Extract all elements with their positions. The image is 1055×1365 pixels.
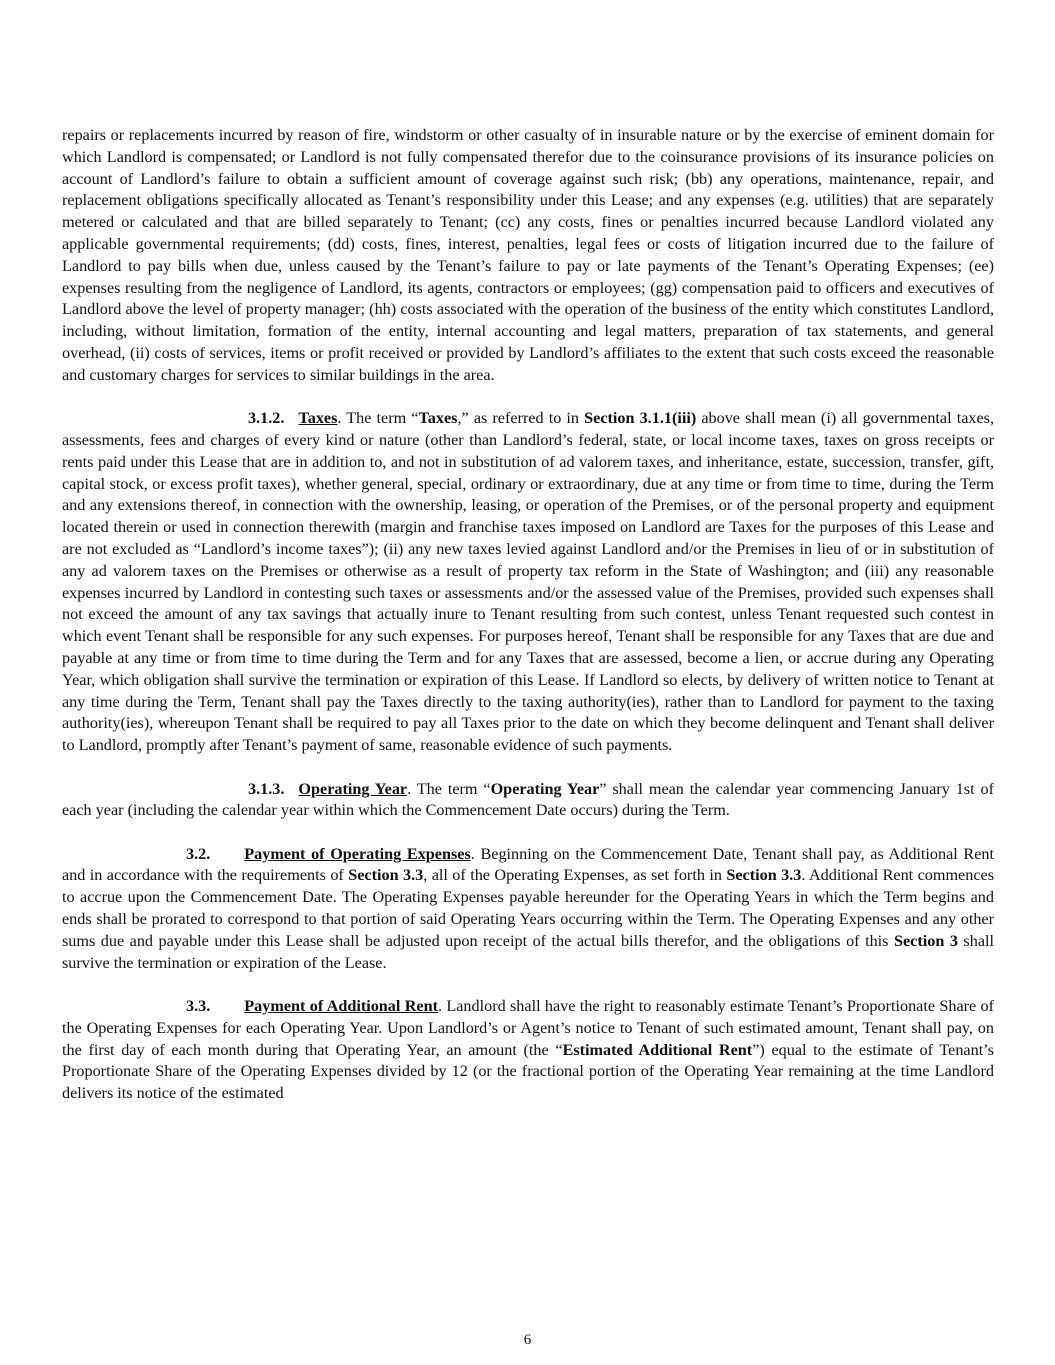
section-heading: Operating Year bbox=[298, 779, 408, 798]
body-text: . Beginning on the Commencement Date, Tenant shall pay, as Additional Rent and in accordance with the requirements of bbox=[62, 844, 994, 885]
section-heading: Payment of Operating Expenses bbox=[244, 844, 471, 863]
body-text: ” shall mean the calendar year commencing January 1st of each year (including the calendar year within which the Commencement Date occurs) during the Term. bbox=[62, 779, 994, 820]
defined-term: Taxes bbox=[418, 409, 458, 428]
defined-term: Estimated Additional Rent bbox=[562, 1040, 753, 1059]
body-text: shall survive the termination or expiration of the Lease. bbox=[62, 931, 994, 972]
section-reference: Section 3.3 bbox=[348, 866, 424, 885]
paragraph-3-2-payment-operating-expenses bbox=[62, 844, 994, 975]
body-text: . Additional Rent commences to accrue upon the Commencement Date. The Operating Expenses payable hereunder for the Operating Years in which the Term begins and ends shall be prorated to correspond to that portion of said Operating Years occurring within the Term. The Operating Expenses and any other sums due and payable under this Lease shall be adjusted upon receipt of the actual bills therefor, and the obligations of this bbox=[62, 866, 995, 950]
paragraph-3-1-3-operating-year bbox=[62, 779, 994, 823]
document-page bbox=[62, 125, 994, 1127]
paragraph-3-1-2-taxes bbox=[62, 408, 994, 757]
body-text: ”) equal to the estimate of Tenant’s Proportionate Share of the Operating Expenses divided by 12 (or the fractional portion of the Operating Year remaining at the time Landlord delivers its notice of the estimated bbox=[62, 1040, 994, 1103]
section-number: 3.1.2. bbox=[248, 409, 285, 428]
body-text: . Landlord shall have the right to reasonably estimate Tenant’s Proportionate Share of the Operating Expenses for each Operating Year. Upon Landlord’s or Agent’s notice to Tenant of such estimated amount, Tenant shall pay, on the first day of each month during that Operating Year, an amount (the “ bbox=[62, 997, 994, 1059]
body-text: ,” as referred to in bbox=[457, 409, 585, 428]
section-number: 3.2. bbox=[186, 844, 211, 863]
body-text: . The term “ bbox=[407, 779, 491, 798]
section-heading: Payment of Additional Rent bbox=[244, 997, 438, 1016]
section-number: 3.1.3. bbox=[248, 779, 285, 798]
defined-term: Operating Year bbox=[490, 779, 600, 798]
section-reference: Section 3.1.1(iii) bbox=[584, 409, 697, 428]
section-number: 3.3. bbox=[186, 997, 211, 1016]
section-reference: Section 3 bbox=[893, 931, 958, 950]
paragraph-continuation: repairs or replacements incurred by reason of fire, windstorm or other casualty of in insurable nature or by the exercise of eminent domain for which Landlord is compensated; or Landlord is not fully compensated therefor due to the coinsurance provisions of its insurance policies on account of Landlord’s failure to obtain a sufficient amount of coverage against such risk; (bb) any operations, maintenance, repair, and replacement obligations specifically allocated as Tenant’s responsibility under this Lease; and any expenses (e.g. utilities) that are separately metered or calculated and that are billed separately to Tenant; (cc) any costs, fines or penalties incurred because Landlord violated any applicable governmental requirements; (dd) costs, fines, interest, penalties, legal fees or costs of litigation incurred due to the failure of Landlord to pay bills when due, unless caused by the Tenant’s failure to pay or late payments of the Tenant’s Operating Expenses; (ee) expenses resulting from the negligence of Landlord, its agents, contractors or employees; (gg) compensation paid to officers and executives of Landlord above the level of property manager; (hh) costs associated with the operation of the business of the entity which constitutes Landlord, including, without limitation, formation of the entity, internal accounting and legal matters, preparation of tax statements, and general overhead, (ii) costs of services, items or profit received or provided by Landlord’s affiliates to the extent that such costs exceed the reasonable and customary charges for services to similar buildings in the area. bbox=[62, 126, 994, 384]
body-text: , all of the Operating Expenses, as set forth in bbox=[423, 866, 727, 885]
section-heading: Taxes bbox=[298, 409, 338, 428]
body-text: . The term “ bbox=[337, 409, 419, 428]
paragraph-3-3-payment-additional-rent bbox=[62, 996, 994, 1105]
body-text: above shall mean (i) all governmental taxes, assessments, fees and charges of every kind or nature (other than Landlord’s federal, state, or local income taxes, taxes on gross receipts or rents paid under this Lease that are in addition to, and not in substitution of ad valorem taxes, and inheritance, estate, succession, transfer, gift, capital stock, or excess profit taxes), whether general, special, ordinary or extraordinary, due at any time or from time to time, during the Term and any extensions thereof, in connection with the ownership, leasing, or operation of the Premises, or of the personal property and equipment located therein or used in connection therewith (margin and franchise taxes imposed on Landlord are Taxes for the purposes of this Lease and are not excluded as “Landlord’s income taxes”); (ii) any new taxes levied against Landlord and/or the Premises in lieu of or in substitution of any ad valorem taxes on the Premises or otherwise as a result of property tax reform in the State of Washington; and (iii) any reasonable expenses incurred by Landlord in contesting such taxes or assessments and/or the assessed value of the Premises, provided such expenses shall not exceed the amount of any tax savings that actually inure to Tenant resulting from such contest, unless Tenant requested such contest in which event Tenant shall be responsible for any such expenses. For purposes hereof, Tenant shall be responsible for any Taxes that are due and payable at any time or from time to time during the Term and for any Taxes that are assessed, become a lien, or accrue during any Operating Year, which obligation shall survive the termination or expiration of this Lease. If Landlord so elects, by delivery of written notice to Tenant at any time during the Term, Tenant shall pay the Taxes directly to the taxing authority(ies), rather than to Landlord for payment to the taxing authority(ies), whereupon Tenant shall be required to pay all Taxes prior to the date on which they become delinquent and Tenant shall deliver to Landlord, promptly after Tenant’s payment of same, reasonable evidence of such payments. bbox=[62, 409, 995, 755]
section-reference: Section 3.3 bbox=[726, 866, 802, 885]
page-number: 6 bbox=[523, 1332, 532, 1348]
